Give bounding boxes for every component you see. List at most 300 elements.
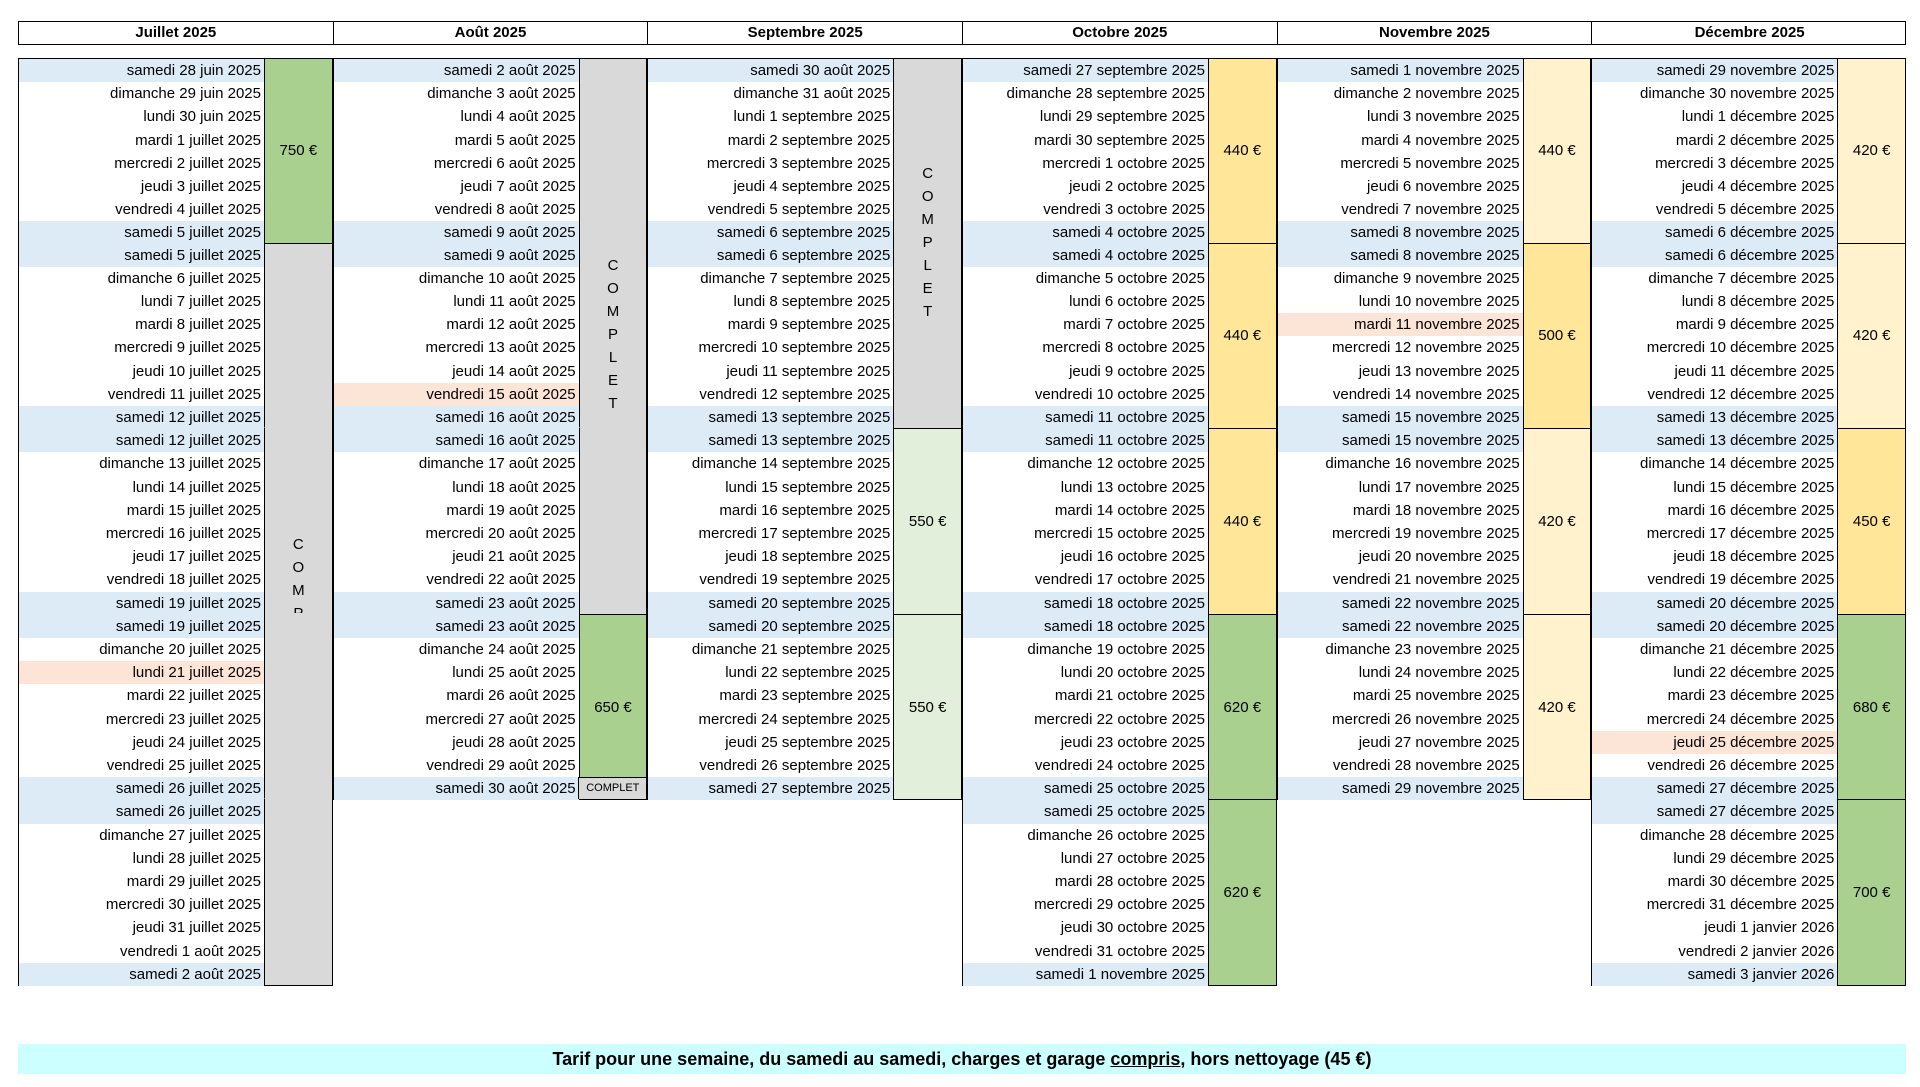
day-cell: samedi 29 novembre 2025 — [1592, 59, 1837, 82]
day-cell: mardi 14 octobre 2025 — [1054, 501, 1205, 519]
day-cell: lundi 1 septembre 2025 — [733, 108, 891, 126]
week-block — [1277, 615, 1592, 801]
day-cell: lundi 8 septembre 2025 — [733, 292, 891, 310]
price-label: 750 € — [279, 142, 318, 160]
day-cell: jeudi 18 décembre 2025 — [1673, 548, 1835, 566]
day-cell: dimanche 26 octobre 2025 — [1027, 826, 1205, 844]
day-cell: samedi 6 septembre 2025 — [648, 244, 893, 267]
week-dates — [334, 244, 579, 429]
complet-small-label: COMPLET — [578, 777, 646, 799]
day-cell: lundi 4 août 2025 — [460, 108, 576, 126]
day-cell: jeudi 4 septembre 2025 — [733, 177, 891, 195]
price-cell — [264, 428, 332, 614]
day-cell: dimanche 17 août 2025 — [418, 455, 576, 473]
day-cell: samedi 20 septembre 2025 — [648, 615, 893, 638]
day-cell: jeudi 17 juillet 2025 — [132, 548, 261, 566]
price-cell — [1837, 615, 1905, 800]
week-block — [18, 429, 333, 615]
week-block — [962, 58, 1277, 244]
week-block — [647, 429, 962, 615]
day-cell: dimanche 29 juin 2025 — [110, 85, 261, 103]
day-cell: dimanche 20 juillet 2025 — [99, 640, 261, 658]
price-label: 680 € — [1852, 698, 1891, 716]
day-cell: samedi 27 décembre 2025 — [1592, 800, 1837, 823]
day-cell: samedi 27 septembre 2025 — [963, 59, 1208, 82]
day-cell: dimanche 6 juillet 2025 — [107, 269, 261, 287]
price-label: 420 € — [1538, 698, 1576, 716]
price-cell — [1208, 59, 1276, 243]
price-cell — [264, 799, 332, 985]
day-cell: samedi 4 octobre 2025 — [963, 244, 1208, 267]
day-cell: mardi 28 octobre 2025 — [1054, 872, 1205, 890]
footer-text-after: , hors nettoyage (45 €) — [1180, 1049, 1372, 1069]
day-cell: samedi 18 octobre 2025 — [963, 592, 1208, 615]
day-cell: mardi 2 septembre 2025 — [727, 131, 891, 149]
day-cell: mardi 30 septembre 2025 — [1034, 131, 1205, 149]
day-cell: samedi 25 octobre 2025 — [963, 800, 1208, 823]
day-cell: jeudi 9 octobre 2025 — [1069, 362, 1205, 380]
week-block — [1591, 244, 1906, 430]
day-cell: samedi 11 octobre 2025 — [963, 429, 1208, 452]
day-cell: dimanche 9 novembre 2025 — [1333, 269, 1520, 287]
day-cell: mercredi 30 juillet 2025 — [105, 896, 261, 914]
day-cell: mercredi 29 octobre 2025 — [1034, 896, 1205, 914]
day-cell: vendredi 5 septembre 2025 — [707, 201, 891, 219]
day-cell: samedi 11 octobre 2025 — [963, 406, 1208, 429]
day-cell: samedi 23 août 2025 — [334, 615, 579, 638]
week-block — [18, 58, 333, 244]
day-cell: dimanche 28 septembre 2025 — [1006, 85, 1205, 103]
day-cell: mardi 23 décembre 2025 — [1667, 687, 1835, 705]
day-cell: mardi 26 août 2025 — [446, 687, 576, 705]
day-cell: lundi 10 novembre 2025 — [1358, 292, 1520, 310]
day-cell: vendredi 7 novembre 2025 — [1341, 201, 1520, 219]
price-label: 650 € — [594, 698, 632, 716]
price-cell — [1523, 615, 1591, 800]
day-cell: samedi 16 août 2025 — [334, 429, 579, 452]
price-cell — [264, 244, 332, 429]
day-cell: lundi 22 décembre 2025 — [1673, 664, 1835, 682]
day-cell: mardi 19 août 2025 — [446, 501, 576, 519]
day-cell: mercredi 31 décembre 2025 — [1646, 896, 1835, 914]
day-cell: mercredi 3 décembre 2025 — [1655, 154, 1835, 172]
day-cell: vendredi 10 octobre 2025 — [1034, 385, 1205, 403]
day-cell: vendredi 12 décembre 2025 — [1647, 385, 1835, 403]
day-cell: vendredi 1 août 2025 — [120, 942, 261, 960]
day-cell: vendredi 26 septembre 2025 — [699, 756, 891, 774]
day-cell: samedi 6 septembre 2025 — [648, 221, 893, 244]
day-cell: vendredi 26 décembre 2025 — [1647, 756, 1835, 774]
price-cell — [1208, 429, 1276, 614]
price-label: 440 € — [1538, 142, 1576, 160]
day-cell: mardi 9 septembre 2025 — [727, 316, 891, 334]
day-cell: samedi 27 décembre 2025 — [1592, 777, 1837, 800]
week-dates — [1592, 615, 1837, 800]
day-cell: mercredi 24 décembre 2025 — [1646, 710, 1835, 728]
price-cell — [893, 164, 961, 428]
week-block — [18, 615, 333, 801]
week-dates — [334, 429, 579, 614]
day-cell: mercredi 22 octobre 2025 — [1034, 710, 1205, 728]
day-cell: mercredi 16 juillet 2025 — [105, 524, 261, 542]
day-cell: samedi 26 juillet 2025 — [19, 800, 264, 823]
day-cell: jeudi 18 septembre 2025 — [725, 548, 891, 566]
day-cell: jeudi 25 septembre 2025 — [725, 733, 891, 751]
day-cell: mercredi 10 décembre 2025 — [1646, 339, 1835, 357]
holiday-day-cell: mardi 11 novembre 2025 — [1278, 313, 1523, 336]
day-cell: dimanche 5 octobre 2025 — [1035, 269, 1205, 287]
week-dates — [963, 615, 1208, 800]
price-label: 700 € — [1852, 884, 1891, 902]
day-cell: lundi 25 août 2025 — [452, 664, 576, 682]
day-cell: samedi 30 août 2025 — [334, 777, 579, 800]
day-cell: samedi 5 juillet 2025 — [19, 244, 264, 267]
day-cell: mardi 30 décembre 2025 — [1667, 872, 1835, 890]
day-cell: mercredi 24 septembre 2025 — [698, 710, 891, 728]
day-cell: lundi 13 octobre 2025 — [1060, 478, 1205, 496]
day-cell: vendredi 2 janvier 2026 — [1678, 942, 1835, 960]
day-cell: samedi 1 novembre 2025 — [1278, 59, 1523, 82]
day-cell: samedi 30 août 2025 — [648, 59, 893, 82]
price-cell — [579, 59, 647, 243]
day-cell: mardi 18 novembre 2025 — [1352, 501, 1520, 519]
day-cell: dimanche 19 octobre 2025 — [1027, 640, 1205, 658]
day-cell: samedi 8 novembre 2025 — [1278, 244, 1523, 267]
day-cell: lundi 7 juillet 2025 — [140, 292, 261, 310]
price-cell — [1837, 429, 1905, 614]
holiday-day-cell: vendredi 15 août 2025 — [334, 383, 579, 406]
week-dates — [19, 615, 264, 800]
day-cell: dimanche 31 août 2025 — [733, 85, 891, 103]
price-cell — [579, 242, 647, 428]
day-cell: vendredi 31 octobre 2025 — [1034, 942, 1205, 960]
day-cell: samedi 9 août 2025 — [334, 221, 579, 244]
day-cell: vendredi 12 septembre 2025 — [699, 385, 891, 403]
price-cell — [264, 59, 332, 243]
price-cell — [1837, 800, 1905, 985]
day-cell: samedi 3 janvier 2026 — [1592, 963, 1837, 986]
day-cell: jeudi 11 décembre 2025 — [1674, 362, 1835, 380]
day-cell: jeudi 1 janvier 2026 — [1704, 919, 1835, 937]
price-label: 550 € — [908, 512, 947, 530]
week-block — [333, 615, 648, 801]
day-cell: samedi 27 septembre 2025 — [648, 777, 893, 800]
footer-note — [18, 1044, 1906, 1074]
day-cell: samedi 15 novembre 2025 — [1278, 429, 1523, 452]
day-cell: vendredi 8 août 2025 — [434, 201, 576, 219]
week-dates — [334, 615, 579, 800]
day-cell: samedi 26 juillet 2025 — [19, 777, 264, 800]
day-cell: samedi 6 décembre 2025 — [1592, 221, 1837, 244]
day-cell: jeudi 13 novembre 2025 — [1358, 362, 1520, 380]
day-cell: mercredi 3 septembre 2025 — [706, 154, 891, 172]
week-dates — [19, 800, 264, 985]
day-cell: jeudi 21 août 2025 — [452, 548, 576, 566]
price-label: 500 € — [1538, 327, 1576, 345]
day-cell: dimanche 14 décembre 2025 — [1640, 455, 1835, 473]
day-cell: jeudi 24 juillet 2025 — [132, 733, 261, 751]
day-cell: mardi 25 novembre 2025 — [1352, 687, 1520, 705]
day-cell: mardi 22 juillet 2025 — [126, 687, 261, 705]
week-dates — [963, 429, 1208, 614]
month-header-novembre: Novembre 2025 — [1278, 22, 1593, 44]
day-cell: samedi 20 décembre 2025 — [1592, 615, 1837, 638]
week-block — [1591, 58, 1906, 244]
week-dates — [648, 59, 893, 243]
day-cell: lundi 24 novembre 2025 — [1358, 664, 1520, 682]
day-cell: mercredi 1 octobre 2025 — [1042, 154, 1205, 172]
day-cell: mardi 16 septembre 2025 — [719, 501, 891, 519]
week-dates — [963, 59, 1208, 243]
week-dates — [963, 800, 1208, 985]
day-cell: jeudi 10 juillet 2025 — [132, 362, 261, 380]
day-cell: mercredi 15 octobre 2025 — [1034, 524, 1205, 542]
day-cell: lundi 20 octobre 2025 — [1060, 664, 1205, 682]
day-cell: vendredi 28 novembre 2025 — [1332, 756, 1520, 774]
month-column — [333, 58, 648, 800]
day-cell: mercredi 17 décembre 2025 — [1646, 524, 1835, 542]
price-cell — [1837, 59, 1905, 243]
day-cell: vendredi 3 octobre 2025 — [1043, 201, 1205, 219]
week-dates — [648, 615, 893, 800]
day-cell: lundi 1 décembre 2025 — [1681, 108, 1835, 126]
week-dates — [1592, 244, 1837, 429]
week-dates — [334, 59, 579, 243]
day-cell: vendredi 19 décembre 2025 — [1647, 571, 1835, 589]
day-cell: mercredi 20 août 2025 — [425, 524, 576, 542]
day-cell: samedi 15 novembre 2025 — [1278, 406, 1523, 429]
month-header-decembre: Décembre 2025 — [1694, 24, 1805, 41]
day-cell: vendredi 4 juillet 2025 — [115, 201, 261, 219]
day-cell: mardi 12 août 2025 — [446, 316, 576, 334]
price-label: 420 € — [1852, 327, 1891, 345]
day-cell: jeudi 30 octobre 2025 — [1060, 919, 1205, 937]
week-dates — [19, 244, 264, 429]
day-cell: samedi 6 décembre 2025 — [1592, 244, 1837, 267]
day-cell: mercredi 6 août 2025 — [433, 154, 576, 172]
week-dates — [648, 244, 893, 429]
day-cell: samedi 13 décembre 2025 — [1592, 429, 1837, 452]
month-header-juillet: Juillet 2025 — [19, 22, 334, 44]
day-cell: mercredi 9 juillet 2025 — [114, 339, 261, 357]
week-block — [1277, 58, 1592, 244]
day-cell: mercredi 19 novembre 2025 — [1332, 524, 1520, 542]
day-cell: samedi 25 octobre 2025 — [963, 777, 1208, 800]
week-block — [1591, 800, 1906, 986]
day-cell: samedi 29 novembre 2025 — [1278, 777, 1523, 800]
day-cell: mardi 23 septembre 2025 — [719, 687, 891, 705]
footer-text-underlined: compris — [1110, 1049, 1181, 1069]
day-cell: jeudi 20 novembre 2025 — [1358, 548, 1520, 566]
day-cell: samedi 28 juin 2025 — [19, 59, 264, 82]
day-cell: mercredi 27 août 2025 — [425, 710, 576, 728]
price-cell — [893, 429, 961, 614]
day-cell: dimanche 7 décembre 2025 — [1648, 269, 1835, 287]
price-label: 420 € — [1538, 512, 1576, 530]
day-cell: dimanche 12 octobre 2025 — [1027, 455, 1205, 473]
day-cell: jeudi 23 octobre 2025 — [1060, 733, 1205, 751]
week-block — [962, 244, 1277, 430]
day-cell: jeudi 28 août 2025 — [452, 733, 576, 751]
week-dates — [1278, 59, 1523, 243]
day-cell: dimanche 28 décembre 2025 — [1640, 826, 1835, 844]
week-dates — [1592, 429, 1837, 614]
day-cell: mardi 4 novembre 2025 — [1361, 131, 1520, 149]
day-cell: mardi 16 décembre 2025 — [1667, 501, 1835, 519]
week-block — [1277, 429, 1592, 615]
price-cell — [1837, 244, 1905, 429]
price-label: 620 € — [1223, 698, 1262, 716]
day-cell: dimanche 14 septembre 2025 — [691, 455, 891, 473]
price-label: 420 € — [1852, 142, 1891, 160]
day-cell: lundi 8 décembre 2025 — [1681, 292, 1835, 310]
price-cell — [1523, 244, 1591, 429]
day-cell: vendredi 24 octobre 2025 — [1034, 756, 1205, 774]
day-cell: mercredi 2 juillet 2025 — [114, 154, 261, 172]
price-label: 440 € — [1223, 327, 1262, 345]
week-dates — [1278, 615, 1523, 800]
day-cell: samedi 13 septembre 2025 — [648, 429, 893, 452]
calendar-grid — [18, 58, 1906, 986]
day-cell: dimanche 10 août 2025 — [418, 269, 576, 287]
day-cell: samedi 9 août 2025 — [334, 244, 579, 267]
price-cell — [579, 615, 647, 800]
week-block — [333, 58, 648, 244]
day-cell: lundi 18 août 2025 — [452, 478, 576, 496]
price-cell — [1208, 800, 1276, 985]
day-cell: mercredi 17 septembre 2025 — [698, 524, 891, 542]
day-cell: jeudi 27 novembre 2025 — [1358, 733, 1520, 751]
day-cell: jeudi 2 octobre 2025 — [1069, 177, 1205, 195]
day-cell: vendredi 18 juillet 2025 — [106, 571, 261, 589]
week-block — [1591, 429, 1906, 615]
price-label: 450 € — [1852, 512, 1891, 530]
day-cell: vendredi 14 novembre 2025 — [1332, 385, 1520, 403]
day-cell: samedi 19 juillet 2025 — [19, 615, 264, 638]
day-cell: dimanche 13 juillet 2025 — [99, 455, 261, 473]
week-dates — [1592, 59, 1837, 243]
complet-label: C O M P L E T — [921, 164, 934, 320]
week-dates — [1278, 244, 1523, 429]
day-cell: dimanche 23 novembre 2025 — [1325, 640, 1520, 658]
week-block — [1277, 244, 1592, 430]
week-block — [962, 615, 1277, 801]
day-cell: jeudi 16 octobre 2025 — [1060, 548, 1205, 566]
day-cell: vendredi 25 juillet 2025 — [106, 756, 261, 774]
day-cell: lundi 15 septembre 2025 — [725, 478, 891, 496]
day-cell: vendredi 29 août 2025 — [426, 756, 576, 774]
day-cell: vendredi 21 novembre 2025 — [1332, 571, 1520, 589]
month-header-septembre: Septembre 2025 — [648, 22, 963, 44]
holiday-day-cell: jeudi 25 décembre 2025 — [1592, 731, 1837, 754]
day-cell: mardi 1 juillet 2025 — [135, 131, 261, 149]
day-cell: mardi 21 octobre 2025 — [1054, 687, 1205, 705]
day-cell: samedi 23 août 2025 — [334, 592, 579, 615]
day-cell: lundi 27 octobre 2025 — [1060, 849, 1205, 867]
day-cell: mardi 8 juillet 2025 — [135, 316, 261, 334]
day-cell: mardi 7 octobre 2025 — [1063, 316, 1205, 334]
week-dates — [1278, 429, 1523, 614]
day-cell: samedi 4 octobre 2025 — [963, 221, 1208, 244]
day-cell: dimanche 3 août 2025 — [427, 85, 576, 103]
price-cell — [1523, 429, 1591, 614]
month-header-row — [18, 21, 1906, 45]
month-column — [647, 58, 962, 800]
day-cell: mardi 15 juillet 2025 — [126, 501, 261, 519]
month-column — [1591, 58, 1906, 986]
week-block — [647, 615, 962, 801]
day-cell: lundi 22 septembre 2025 — [725, 664, 891, 682]
day-cell: samedi 20 décembre 2025 — [1592, 592, 1837, 615]
day-cell: samedi 19 juillet 2025 — [19, 592, 264, 615]
day-cell: samedi 20 septembre 2025 — [648, 592, 893, 615]
week-dates — [19, 59, 264, 243]
day-cell: jeudi 6 novembre 2025 — [1367, 177, 1520, 195]
price-cell — [1523, 59, 1591, 243]
day-cell: jeudi 3 juillet 2025 — [140, 177, 261, 195]
week-block — [647, 58, 962, 244]
day-cell: samedi 22 novembre 2025 — [1278, 615, 1523, 638]
day-cell: jeudi 14 août 2025 — [452, 362, 576, 380]
day-cell: vendredi 19 septembre 2025 — [699, 571, 891, 589]
day-cell: vendredi 11 juillet 2025 — [107, 385, 261, 403]
day-cell: mercredi 23 juillet 2025 — [105, 710, 261, 728]
day-cell: jeudi 11 septembre 2025 — [726, 362, 891, 380]
week-block — [333, 244, 648, 430]
day-cell: samedi 12 juillet 2025 — [19, 406, 264, 429]
week-block — [1591, 615, 1906, 801]
month-header-octobre: Octobre 2025 — [963, 22, 1278, 44]
day-cell: lundi 11 août 2025 — [453, 292, 576, 310]
day-cell: samedi 13 décembre 2025 — [1592, 406, 1837, 429]
footer-text-before: Tarif pour une semaine, du samedi au samedi, charges et garage — [552, 1049, 1111, 1069]
price-cell — [264, 613, 332, 799]
day-cell: dimanche 21 décembre 2025 — [1640, 640, 1835, 658]
day-cell: lundi 14 juillet 2025 — [132, 478, 261, 496]
day-cell: dimanche 7 septembre 2025 — [700, 269, 891, 287]
day-cell: samedi 16 août 2025 — [334, 406, 579, 429]
day-cell: lundi 29 décembre 2025 — [1673, 849, 1835, 867]
day-cell: jeudi 7 août 2025 — [460, 177, 576, 195]
day-cell: lundi 29 septembre 2025 — [1039, 108, 1205, 126]
complet-label: C O M P L E T — [606, 257, 620, 413]
day-cell: samedi 22 novembre 2025 — [1278, 592, 1523, 615]
day-cell: jeudi 31 juillet 2025 — [132, 919, 261, 937]
week-block — [962, 800, 1277, 986]
day-cell: vendredi 5 décembre 2025 — [1655, 201, 1835, 219]
price-cell — [893, 615, 961, 800]
day-cell: samedi 13 septembre 2025 — [648, 406, 893, 429]
holiday-day-cell: lundi 21 juillet 2025 — [19, 661, 264, 684]
day-cell: mardi 9 décembre 2025 — [1675, 316, 1835, 334]
day-cell: samedi 18 octobre 2025 — [963, 615, 1208, 638]
day-cell: samedi 8 novembre 2025 — [1278, 221, 1523, 244]
week-block — [18, 244, 333, 430]
day-cell: mardi 5 août 2025 — [454, 131, 576, 149]
day-cell: mardi 2 décembre 2025 — [1675, 131, 1835, 149]
complet-label: C O M — [292, 535, 305, 599]
day-cell: lundi 6 octobre 2025 — [1069, 292, 1205, 310]
month-column — [1277, 58, 1592, 800]
day-cell: lundi 15 décembre 2025 — [1673, 478, 1835, 496]
week-dates — [1592, 800, 1837, 985]
day-cell: lundi 28 juillet 2025 — [132, 849, 261, 867]
price-cell — [1208, 244, 1276, 429]
month-column — [962, 58, 1277, 986]
day-cell: samedi 12 juillet 2025 — [19, 429, 264, 452]
week-dates — [648, 429, 893, 614]
price-cell — [579, 428, 647, 614]
